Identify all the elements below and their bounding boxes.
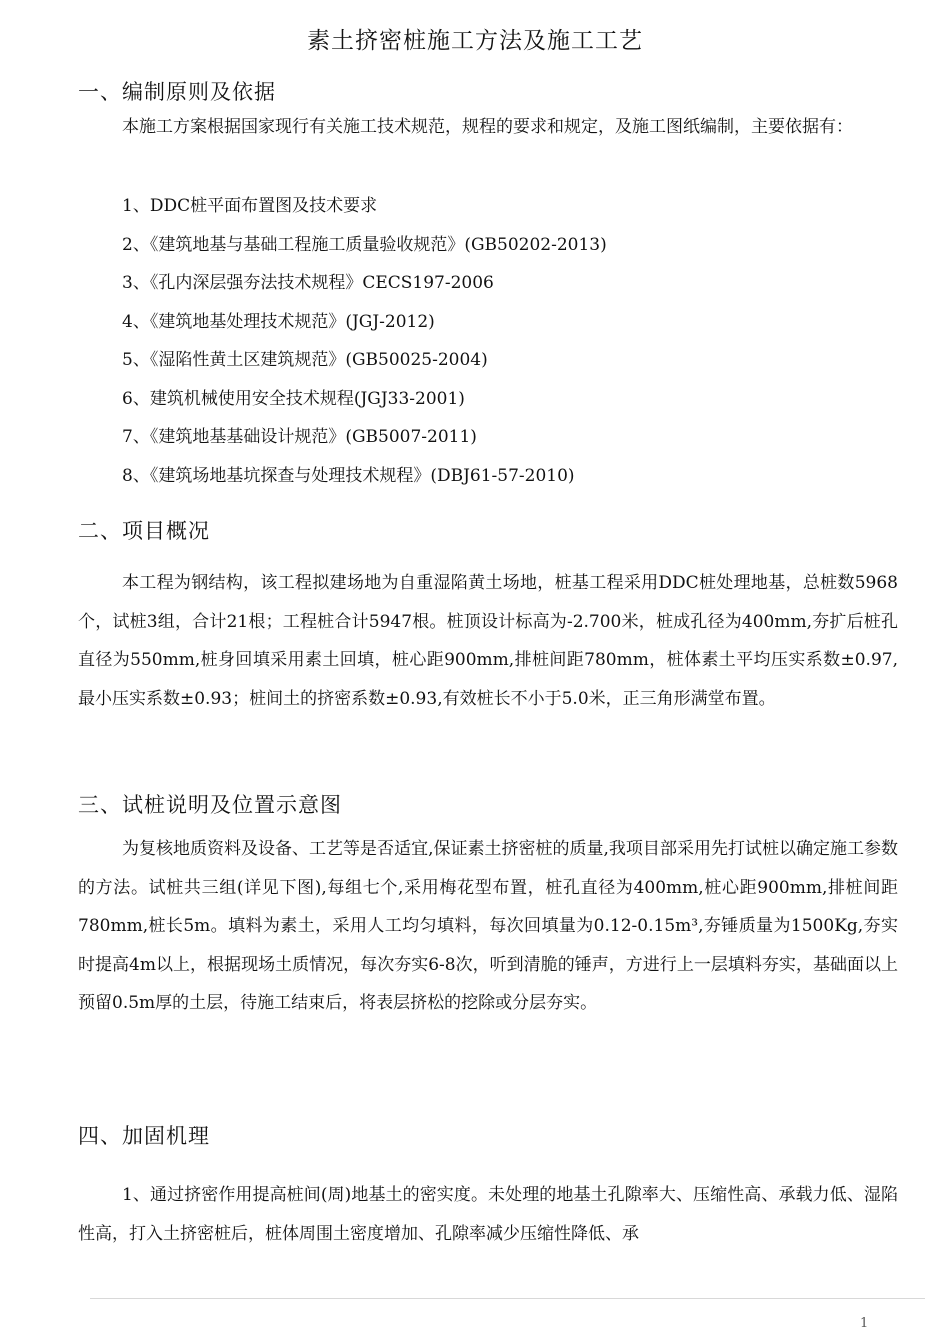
list-item: 2、《建筑地基与基础工程施工质量验收规范》(GB50202-2013) [122, 234, 607, 255]
section-1-heading: 一、编制原则及依据 [78, 80, 276, 104]
document-title: 素土挤密桩施工方法及施工工艺 [307, 28, 643, 54]
section-1-intro: 本施工方案根据国家现行有关施工技术规范，规程的要求和规定，及施工图纸编制，主要依据有： [122, 117, 853, 137]
section-2-heading: 二、项目概况 [78, 519, 210, 543]
section-3-heading: 三、试桩说明及位置示意图 [78, 793, 342, 817]
list-item: 3、《孔内深层强夯法技术规程》CECS197-2006 [122, 273, 494, 293]
list-item: 6、建筑机械使用安全技术规程(JGJ33-2001) [122, 388, 465, 409]
section-3-body: 为复核地质资料及设备、工艺等是否适宜,保证素土挤密桩的质量,我项目部采用先打试桩以确定施工参数的方法。试桩共三组(详见下图),每组七个,采用梅花型布置，桩孔直径为400mm,桩心距900mm,排桩间距780mm,桩长5m。填料为素土，采用人工均匀填料，每次回填量为0.12-0.15m³,夯锤质量为1500Kg,夯实时提高4m以上，根据现场土质情况，每次夯实6-8次，听到清脆的锤声，方进行上一层填料夯实，基础面以上预留0.5m厚的土层，待施工结束后，将表层挤松的挖除或分层夯实。 [78, 839, 898, 1014]
page-number: 1 [860, 1316, 869, 1331]
list-item: 7、《建筑地基基础设计规范》(GB5007-2011) [122, 427, 477, 447]
list-item: 1、DDC桩平面布置图及技术要求 [122, 196, 378, 216]
section-4-body: 1、通过挤密作用提高桩间(周)地基土的密实度。未处理的地基土孔隙率大、压缩性高、承载力低、湿陷性高，打入土挤密桩后，桩体周围土密度增加、孔隙率减少压缩性降低、承 [78, 1185, 898, 1244]
reference-list [122, 187, 607, 495]
section-4-heading: 四、加固机理 [78, 1124, 210, 1148]
list-item: 5、《湿陷性黄土区建筑规范》(GB50025-2004) [122, 350, 488, 370]
section-2-body: 本工程为钢结构，该工程拟建场地为自重湿陷黄土场地，桩基工程采用DDC桩处理地基，总桩数5968个，试桩3组，合计21根；工程桩合计5947根。桩顶设计标高为-2.700米，桩成孔径为400mm,夯扩后桩孔直径为550mm,桩身回填采用素土回填，桩心距900mm,排桩间距780mm，桩体素土平均压实系数±0.97,最小压实系数±0.93；桩间土的挤密系数±0.93,有效桩长不小于5.0米，正三角形满堂布置。 [78, 573, 898, 709]
list-item: 8、《建筑场地基坑探查与处理技术规程》(DBJ61-57-2010) [122, 465, 575, 486]
footer-divider [90, 1298, 925, 1299]
list-item: 4、《建筑地基处理技术规范》(JGJ-2012) [122, 311, 435, 332]
